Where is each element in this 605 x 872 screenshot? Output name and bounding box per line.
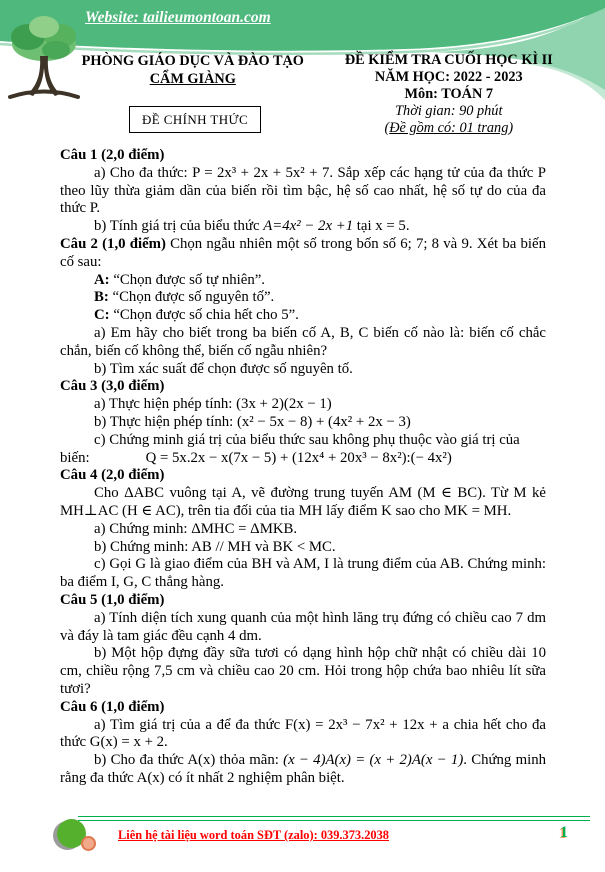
question-paragraph xyxy=(60,521,546,539)
text-run: b) Tìm xác suất để chọn được số nguyên tố. xyxy=(94,360,353,377)
question-paragraph xyxy=(60,165,546,218)
official-exam-stamp: ĐỀ CHÍNH THỨC xyxy=(129,106,261,133)
question-paragraph xyxy=(60,218,546,236)
text-run: tại x = 5. xyxy=(353,218,410,235)
duration: Thời gian: 90 phút xyxy=(395,103,503,119)
text-run: Cho ΔABC vuông tại A, vẽ đường trung tuyến AM (M ∈ BC). Từ M kẻ MH⊥AC (H ∈ AC), trên tia đối của tia MH lấy điểm K sao cho MK = MH. xyxy=(60,485,546,519)
text-run: Câu 2 (1,0 điểm) xyxy=(60,235,166,252)
question-paragraph xyxy=(60,717,546,753)
question-paragraph xyxy=(60,645,546,698)
text-run: Câu 1 (2,0 điểm) xyxy=(60,147,165,163)
text-run: “Chọn được số tự nhiên”. xyxy=(109,271,265,288)
text-run: c) Gọi G là giao điểm của BH và AM, I là trung điểm của AB. Chứng minh: ba điểm I, G, C thẳng hàng. xyxy=(60,556,546,591)
footer-divider xyxy=(78,816,590,821)
text-run: (x − 4)A(x) = (x + 2)A(x − 1) xyxy=(283,752,464,769)
text-run: A: xyxy=(94,271,110,288)
text-run: a) Chứng minh: ΔMHC = ΔMKB. xyxy=(94,520,298,537)
department-name: PHÒNG GIÁO DỤC VÀ ĐÀO TẠO xyxy=(81,53,304,69)
question-paragraph xyxy=(60,289,546,307)
question-paragraph xyxy=(60,236,546,272)
text-run: A=4x² − 2x +1 xyxy=(263,218,354,235)
text-run: Chọn ngẫu nhiên một số trong bốn số 6; 7; 8 và 9. Xét ba biến cố sau: xyxy=(60,235,546,270)
question-paragraph xyxy=(60,414,546,432)
text-run: B: xyxy=(94,289,109,306)
text-run: a) Tìm giá trị của a để đa thức F(x) = 2x³ − 7x² + 12x + a chia hết cho đa thức G(x) = x + 2. xyxy=(60,716,546,751)
district-name: CẨM GIÀNG xyxy=(149,71,236,87)
text-run: b) Cho đa thức A(x) thỏa mãn: xyxy=(94,752,284,769)
question-paragraph xyxy=(60,361,546,379)
question-paragraph xyxy=(60,539,546,557)
question-paragraph xyxy=(60,450,546,468)
school-year: NĂM HỌC: 2022 - 2023 xyxy=(374,69,523,85)
question-paragraph xyxy=(60,307,546,325)
question-paragraph xyxy=(60,432,546,450)
text-run: a) Cho đa thức: P = 2x³ + 2x + 5x² + 7. Sắp xếp các hạng tử của đa thức P theo lũy thừa giảm dần của biến rồi tìm bậc, hệ số cao nhất, hệ số tự do của đa thức P. xyxy=(60,164,546,217)
text-run: b) Tính giá trị của biểu thức xyxy=(94,218,264,235)
question-heading xyxy=(60,147,546,165)
text-run: biến: xyxy=(60,449,90,466)
exam-body xyxy=(60,147,546,788)
website-link[interactable]: Website: tailieumontoan.com xyxy=(85,9,271,26)
text-run: b) Một hộp đựng đầy sữa tươi có dạng hình hộp chữ nhật có chiều dài 10 cm, chiều rộng 7,5 cm và chiều cao 20 cm. Hỏi trong hộp chứa bao nhiêu lít sữa tươi? xyxy=(60,645,546,697)
text-run: Câu 3 (3,0 điểm) xyxy=(60,378,165,395)
text-run: Câu 6 (1,0 điểm) xyxy=(60,698,165,715)
text-run: “Chọn được số nguyên tố”. xyxy=(108,289,275,306)
text-run: . Chứng minh rằng đa thức A(x) có ít nhất 2 nghiệm phân biệt. xyxy=(60,752,546,786)
subject: Môn: TOÁN 7 xyxy=(404,86,493,102)
exam-title-block xyxy=(336,52,562,137)
text-run: a) Em hãy cho biết trong ba biến cố A, B, C biến cố nào là: biến cố chắc chắn, biến cố không thể, biến cố ngẫu nhiên? xyxy=(60,324,546,359)
question-paragraph xyxy=(60,272,546,290)
exam-title: ĐỀ KIỂM TRA CUỐI HỌC KÌ II xyxy=(344,52,553,68)
question-heading xyxy=(60,378,546,396)
footer-contact-link[interactable]: Liên hệ tài liệu word toán SĐT (zalo): 039.373.2038 xyxy=(118,828,389,842)
question-paragraph xyxy=(60,610,546,646)
text-run: C: xyxy=(94,307,110,324)
text-run: “Chọn được số chia hết cho 5”. xyxy=(109,307,299,324)
question-paragraph xyxy=(60,752,546,788)
text-run: Câu 5 (1,0 điểm) xyxy=(60,591,165,608)
question-heading xyxy=(60,699,546,717)
text-run: Q = 5x.2x − x(7x − 5) + (12x⁴ + 20x³ − 8x²):(− 4x²) xyxy=(145,449,452,466)
orange-dot-decoration xyxy=(81,836,96,851)
text-run: Câu 4 (2,0 điểm) xyxy=(60,467,165,484)
page-count-text: Đề gồm có: 01 trang xyxy=(389,120,509,136)
page-count-note xyxy=(336,120,562,137)
question-paragraph xyxy=(60,485,546,521)
question-heading xyxy=(60,592,546,610)
question-heading xyxy=(60,467,546,485)
question-paragraph xyxy=(60,556,546,592)
text-run: b) Thực hiện phép tính: (x² − 5x − 8) + (4x² + 2x − 3) xyxy=(94,413,411,430)
paren-open: ( xyxy=(384,120,390,136)
text-run: a) Tính diện tích xung quanh của một hình lăng trụ đứng có chiều cao 7 dm và đáy là tam giác đều cạnh 4 dm. xyxy=(60,609,546,644)
paren-close: ) xyxy=(508,120,514,136)
text-run: a) Thực hiện phép tính: (3x + 2)(2x − 1) xyxy=(94,396,332,413)
question-paragraph xyxy=(60,325,546,361)
text-run: b) Chứng minh: AB // MH và BK < MC. xyxy=(94,538,336,555)
question-paragraph xyxy=(60,396,546,414)
page-number: 1 xyxy=(560,824,568,841)
text-run: c) Chứng minh giá trị của biểu thức sau không phụ thuộc vào giá trị của xyxy=(94,431,520,448)
